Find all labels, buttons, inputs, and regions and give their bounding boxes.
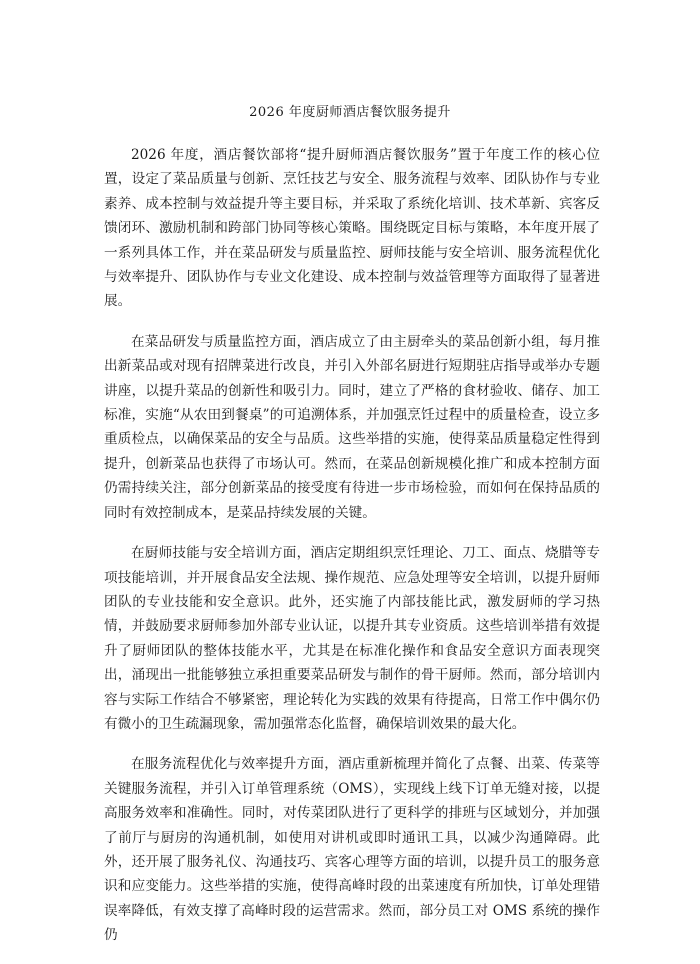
document-body [104, 143, 600, 964]
paragraph-intro: 2026 年度，酒店餐饮部将“提升厨师酒店餐饮服务”置于年度工作的核心位置，设定了菜品质量与创新、烹饪技艺与安全、服务流程与效率、团队协作与专业素养、成本控制与效益提升等主要目标，并采取了系统化培训、技术革新、宾客反馈闭环、激励机制和跨部门协同等核心策略。围绕既定目标与策略，本年度开展了一系列具体工作，并在菜品研发与质量监控、厨师技能与安全培训、服务流程优化与效率提升、团队协作与专业文化建设、成本控制与效益管理等方面取得了显著进展。 [104, 147, 600, 310]
paragraph-chef-training: 在厨师技能与安全培训方面，酒店定期组织烹饪理论、刀工、面点、烧腊等专项技能培训，并开展食品安全法规、操作规范、应急处理等安全培训，以提升厨师团队的专业技能和安全意识。此外，还实施了内部技能比武，激发厨师的学习热情，并鼓励要求厨师参加外部专业认证，以提升其专业资质。这些培训举措有效提升了厨师团队的整体技能水平，尤其是在标准化操作和食品安全意识方面表现突出，涌现出一批能够独立承担重要菜品研发与制作的骨干厨师。然而，部分培训内容与实际工作结合不够紧密，理论转化为实践的效果有待提高，日常工作中偶尔仍有微小的卫生疏漏现象，需加强常态化监督，确保培训效果的最大化。 [104, 545, 600, 732]
paragraph-dish-development: 在菜品研发与质量监控方面，酒店成立了由主厨牵头的菜品创新小组，每月推出新菜品或对现有招牌菜进行改良，并引入外部名厨进行短期驻店指导或举办专题讲座，以提升菜品的创新性和吸引力。同时，建立了严格的食材验收、储存、加工标准，实施“从农田到餐桌”的可追溯体系，并加强烹饪过程中的质量检查，设立多重质检点，以确保菜品的安全与品质。这些举措的实施，使得菜品质量稳定性得到提升，创新菜品也获得了市场认可。然而，在菜品创新规模化推广和成本控制方面仍需持续关注，部分创新菜品的接受度有待进一步市场检验，而如何在保持品质的同时有效控制成本，是菜品持续发展的关键。 [104, 333, 600, 521]
paragraph-service-flow: 在服务流程优化与效率提升方面，酒店重新梳理并简化了点餐、出菜、传菜等关键服务流程，并引入订单管理系统（OMS），实现线上线下订单无缝对接，以提高服务效率和准确性。同时，对传菜团队进行了更科学的排班与区域划分，并加强了前厅与厨房的沟通机制，如使用对讲机或即时通讯工具，以减少沟通障碍。此外，还开展了服务礼仪、沟通技巧、宾客心理等方面的培训，以提升员工的服务意识和应变能力。这些举措的实施，使得高峰时段的出菜速度有所加快，订单处理错误率降低，有效支撑了高峰时段的运营需求。然而，部分员工对 OMS 系统的操作仍 [104, 756, 600, 944]
document-title: 2026 年度厨师酒店餐饮服务提升 [249, 105, 451, 120]
